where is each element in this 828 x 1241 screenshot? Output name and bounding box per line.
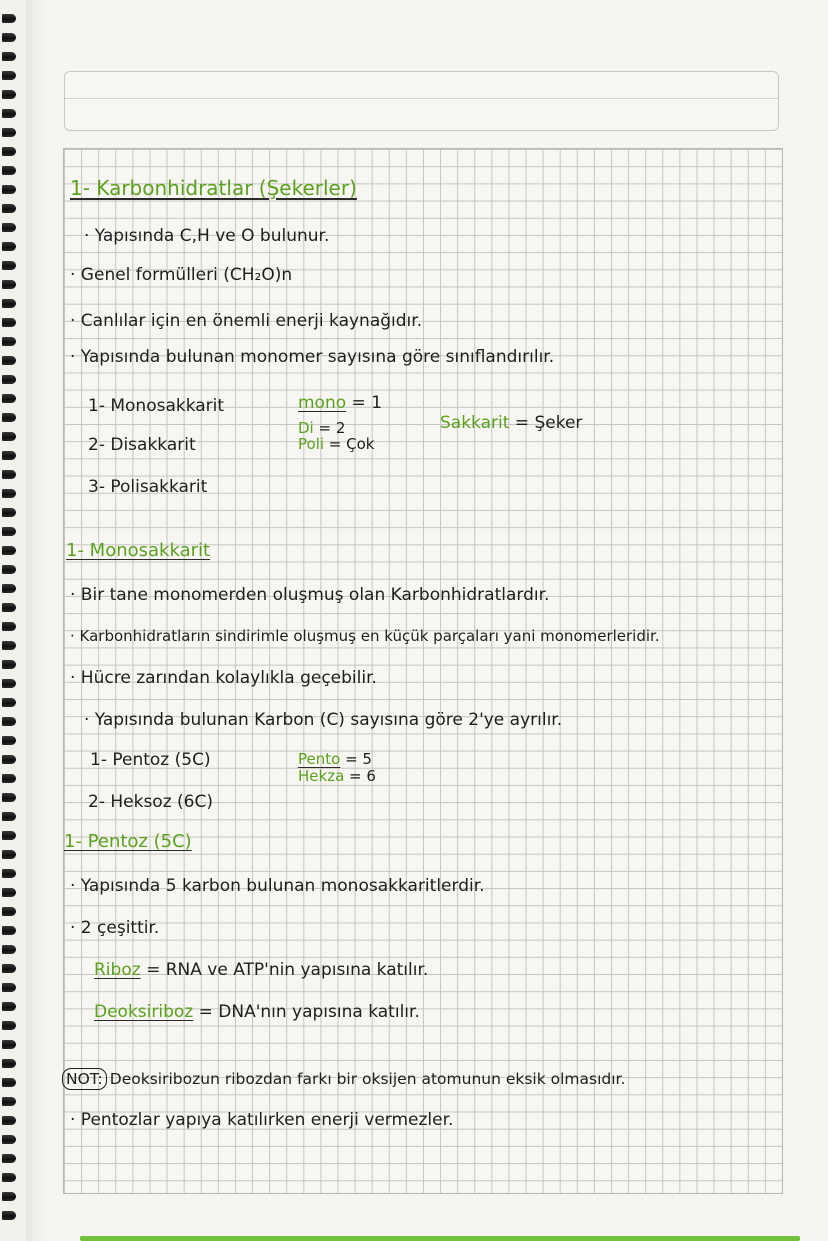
mono-bullet-1: · Bir tane monomerden oluşmuş olan Karbonhidratlardır. (70, 585, 550, 605)
pentoz-bullet-3: · Pentozlar yapıya katılırken enerji vermezler. (70, 1110, 454, 1130)
prefix-hekza: Hekza = 6 (298, 767, 376, 785)
spiral-ring (2, 261, 16, 270)
spiral-ring (2, 1040, 16, 1049)
type-pentoz: 1- Pentoz (5C) (90, 750, 211, 770)
bullet-structure: · Yapısında C,H ve O bulunur. (84, 226, 330, 246)
spiral-ring (2, 470, 16, 479)
spiral-ring (2, 128, 16, 137)
header-box (64, 71, 779, 131)
spiral-ring (2, 660, 16, 669)
class-disakkarit: 2- Disakkarit (88, 435, 196, 455)
spiral-ring (2, 33, 16, 42)
riboz-desc: = RNA ve ATP'nin yapısına katılır. (146, 960, 429, 980)
spiral-ring (2, 337, 16, 346)
section-heading: 1- Karbonhidratlar (Şekerler) (70, 176, 357, 200)
spiral-ring (2, 698, 16, 707)
deoksiriboz-line (94, 1002, 420, 1022)
pentoz-bullet-2: · 2 çeşittir. (70, 918, 160, 938)
prefix-pento: Pento = 5 (298, 750, 372, 768)
spiral-ring (2, 907, 16, 916)
spiral-ring (2, 736, 16, 745)
riboz-line (94, 960, 428, 980)
spiral-ring (2, 242, 16, 251)
spiral-ring (2, 1059, 16, 1068)
spiral-ring (2, 1116, 16, 1125)
note-label: NOT: (62, 1068, 107, 1090)
prefix-di: Di = 2 (298, 419, 346, 437)
mono-bullet-2: · Karbonhidratların sindirimle oluşmuş en küçük parçaları yani monomerleridir. (70, 627, 660, 645)
riboz-name: Riboz (94, 960, 141, 980)
spiral-ring (2, 52, 16, 61)
subheading-pentoz: 1- Pentoz (5C) (64, 831, 192, 852)
spiral-ring (2, 850, 16, 859)
spiral-ring (2, 489, 16, 498)
spiral-ring (2, 717, 16, 726)
spiral-ring (2, 1154, 16, 1163)
spiral-ring (2, 14, 16, 23)
spiral-ring (2, 109, 16, 118)
spiral-ring (2, 1021, 16, 1030)
spiral-ring (2, 1097, 16, 1106)
spiral-ring (2, 641, 16, 650)
spiral-ring (2, 318, 16, 327)
spiral-binding (0, 14, 22, 1234)
deoksiriboz-desc: = DNA'nın yapısına katılır. (198, 1002, 420, 1022)
spiral-ring (2, 869, 16, 878)
spiral-ring (2, 508, 16, 517)
spiral-ring (2, 945, 16, 954)
pentoz-bullet-1: · Yapısında 5 karbon bulunan monosakkaritlerdir. (70, 876, 485, 896)
spiral-ring (2, 584, 16, 593)
spiral-ring (2, 166, 16, 175)
note-text: Deoksiribozun ribozdan farkı bir oksijen atomunun eksik olmasıdır. (109, 1070, 626, 1088)
spiral-ring (2, 793, 16, 802)
bullet-classification: · Yapısında bulunan monomer sayısına göre sınıflandırılır. (70, 347, 555, 367)
spiral-ring (2, 679, 16, 688)
class-polisakkarit: 3- Polisakkarit (88, 477, 208, 497)
prefix-mono: mono = 1 (298, 393, 383, 413)
spiral-ring (2, 299, 16, 308)
mono-bullet-4: · Yapısında bulunan Karbon (C) sayısına göre 2'ye ayrılır. (84, 710, 563, 730)
spiral-ring (2, 926, 16, 935)
spiral-ring (2, 603, 16, 612)
spiral-ring (2, 1002, 16, 1011)
spiral-ring (2, 1135, 16, 1144)
spiral-ring (2, 356, 16, 365)
spiral-ring (2, 413, 16, 422)
spiral-ring (2, 375, 16, 384)
spiral-ring (2, 888, 16, 897)
spiral-ring (2, 527, 16, 536)
spiral-ring (2, 812, 16, 821)
bullet-formula: · Genel formülleri (CH₂O)n (70, 265, 293, 285)
sakkarit-definition: Sakkarit = Şeker (440, 413, 583, 433)
note-line (62, 1068, 625, 1090)
bullet-energy: · Canlılar için en önemli enerji kaynağıdır. (70, 311, 423, 331)
spiral-ring (2, 774, 16, 783)
spiral-ring (2, 831, 16, 840)
subheading-monosakkarit: 1- Monosakkarit (66, 540, 211, 561)
spiral-ring (2, 280, 16, 289)
page-edge-strip (80, 1236, 800, 1241)
spiral-ring (2, 451, 16, 460)
mono-bullet-3: · Hücre zarından kolaylıkla geçebilir. (70, 668, 377, 688)
spiral-ring (2, 983, 16, 992)
spiral-ring (2, 1078, 16, 1087)
spiral-ring (2, 1211, 16, 1220)
deoksiriboz-name: Deoksiriboz (94, 1002, 194, 1022)
class-monosakkarit: 1- Monosakkarit (88, 396, 225, 416)
spiral-ring (2, 185, 16, 194)
spiral-ring (2, 204, 16, 213)
prefix-poli: Poli = Çok (298, 435, 375, 453)
spiral-ring (2, 71, 16, 80)
spiral-ring (2, 1173, 16, 1182)
spiral-ring (2, 90, 16, 99)
spiral-ring (2, 432, 16, 441)
spiral-ring (2, 223, 16, 232)
spiral-ring (2, 964, 16, 973)
spiral-ring (2, 1192, 16, 1201)
type-heksoz: 2- Heksoz (6C) (88, 792, 213, 812)
spiral-ring (2, 147, 16, 156)
spiral-ring (2, 755, 16, 764)
spiral-ring (2, 622, 16, 631)
spiral-ring (2, 394, 16, 403)
spiral-ring (2, 565, 16, 574)
spiral-ring (2, 546, 16, 555)
